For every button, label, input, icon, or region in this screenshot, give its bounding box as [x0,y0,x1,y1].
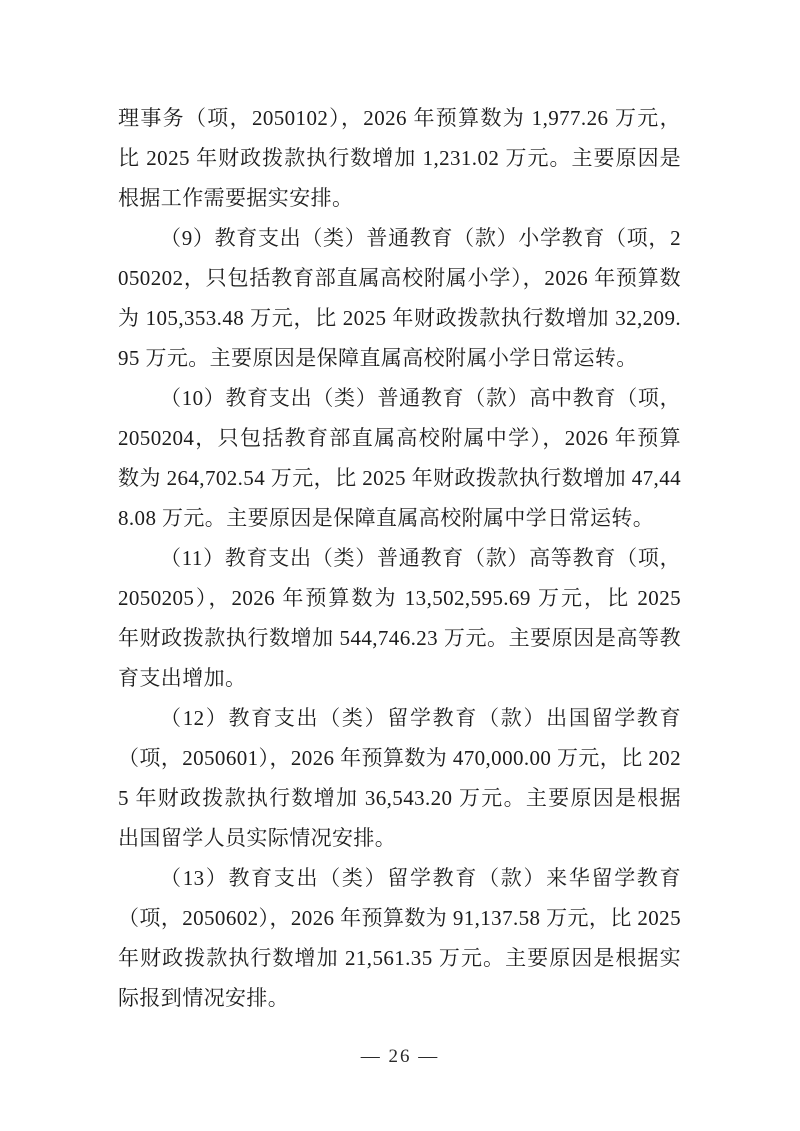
paragraph-item-9: （9）教育支出（类）普通教育（款）小学教育（项，2050202，只包括教育部直属高校附属小学），2026 年预算数为 105,353.48 万元，比 2025 年财政拨款执行数增加 32,209.95 万元。主要原因是保障直属高校附属小学日常运转。 [118,226,681,370]
paragraph-item-13: （13）教育支出（类）留学教育（款）来华留学教育（项，2050602），2026 年预算数为 91,137.58 万元，比 2025 年财政拨款执行数增加 21,561.35 万元。主要原因是根据实际报到情况安排。 [118,866,681,1010]
paragraph-item-11: （11）教育支出（类）普通教育（款）高等教育（项，2050205），2026 年预算数为 13,502,595.69 万元，比 2025 年财政拨款执行数增加 544,746.23 万元。主要原因是高等教育支出增加。 [118,546,681,690]
document-body [118,98,681,1018]
page-number: — 26 — [360,1046,440,1067]
paragraph-continuation: 理事务（项，2050102），2026 年预算数为 1,977.26 万元，比 2025 年财政拨款执行数增加 1,231.02 万元。主要原因是根据工作需要据实安排。 [118,106,681,210]
paragraph-item-12: （12）教育支出（类）留学教育（款）出国留学教育（项，2050601），2026 年预算数为 470,000.00 万元，比 2025 年财政拨款执行数增加 36,543.20 万元。主要原因是根据出国留学人员实际情况安排。 [118,706,681,850]
paragraph-item-10: （10）教育支出（类）普通教育（款）高中教育（项，2050204，只包括教育部直属高校附属中学），2026 年预算数为 264,702.54 万元，比 2025 年财政拨款执行数增加 47,448.08 万元。主要原因是保障直属高校附属中学日常运转。 [118,386,681,530]
